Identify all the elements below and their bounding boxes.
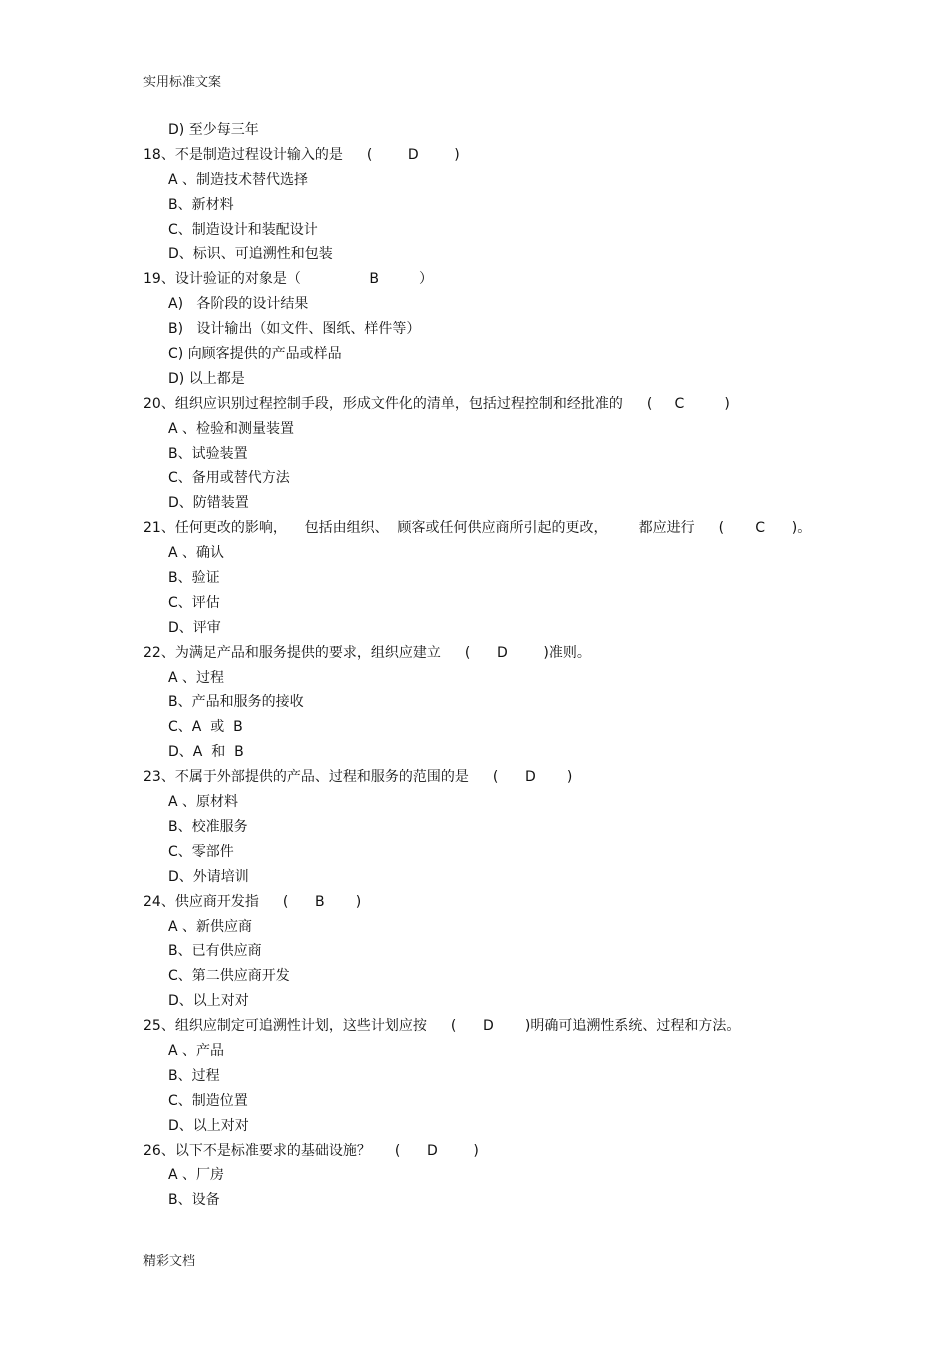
option-line — [143, 442, 903, 467]
question-text: 26、以下不是标准要求的基础设施？ — [143, 1142, 371, 1159]
option-text: B、过程 — [168, 1067, 220, 1084]
option-text: B、设备 — [168, 1192, 220, 1209]
option-text: A 、过程 — [168, 669, 225, 686]
option-line — [143, 964, 903, 989]
question-line — [143, 765, 903, 790]
option-line — [143, 840, 903, 865]
option-line — [143, 790, 903, 815]
answer-text: ( C ) — [646, 395, 730, 412]
option-text: A 、新供应商 — [168, 918, 253, 935]
option-line — [143, 616, 903, 641]
question-text: 24、供应商开发指 — [143, 893, 259, 910]
option-line — [143, 317, 903, 342]
option-text: C、零部件 — [168, 843, 234, 860]
option-line — [143, 118, 903, 143]
option-text: A 、检验和测量装置 — [168, 420, 295, 437]
option-text: B) 设计输出（如文件、图纸、样件等） — [168, 321, 421, 338]
option-line — [143, 1064, 903, 1089]
option-line — [143, 193, 903, 218]
option-line — [143, 1039, 903, 1064]
option-text: B、产品和服务的接收 — [168, 694, 304, 711]
option-line — [143, 939, 903, 964]
question-line — [143, 143, 903, 168]
option-text: C、第二供应商开发 — [168, 968, 290, 985]
page-header: 实用标准文案 — [143, 75, 222, 90]
question-text: 21、任何更改的影响， 包括由组织、 顾客或任何供应商所引起的更改， 都应进行 — [143, 520, 695, 537]
question-line — [143, 1139, 903, 1164]
answer-text: ( C ) — [718, 520, 798, 537]
option-text: B、校准服务 — [168, 818, 248, 835]
option-line — [143, 1188, 903, 1213]
option-line — [143, 417, 903, 442]
option-line — [143, 815, 903, 840]
option-text: D) 至少每三年 — [168, 122, 259, 138]
option-line — [143, 989, 903, 1014]
option-text: D、标识、可追溯性和包装 — [168, 246, 333, 263]
option-line — [143, 865, 903, 890]
question-line — [143, 392, 903, 417]
option-text: D、外请培训 — [168, 868, 249, 885]
option-text: D、评审 — [168, 619, 221, 636]
option-line — [143, 218, 903, 243]
question-line — [143, 516, 903, 541]
question-line — [143, 641, 903, 666]
option-line — [143, 466, 903, 491]
option-line — [143, 168, 903, 193]
question-text-suffix: 准则。 — [548, 644, 591, 661]
option-text: C、评估 — [168, 594, 220, 611]
option-text: A 、产品 — [168, 1042, 225, 1059]
option-text: A) 各阶段的设计结果 — [168, 296, 309, 313]
option-line — [143, 715, 903, 740]
option-text: A 、原材料 — [168, 794, 239, 811]
option-text: B、新材料 — [168, 196, 234, 213]
option-line — [143, 666, 903, 691]
option-text: C、备用或替代方法 — [168, 470, 290, 487]
question-text: 23、不属于外部提供的产品、过程和服务的范围的是 — [143, 769, 469, 786]
option-text: D、防错装置 — [168, 495, 249, 512]
option-line — [143, 591, 903, 616]
option-text: C、制造位置 — [168, 1092, 248, 1109]
answer-text: ( D ) — [366, 146, 460, 163]
option-line — [143, 242, 903, 267]
option-line — [143, 915, 903, 940]
option-line — [143, 342, 903, 367]
question-list — [143, 118, 903, 1213]
answer-text: ( D ) — [450, 1018, 531, 1035]
option-line — [143, 367, 903, 392]
option-text: C、制造设计和装配设计 — [168, 221, 318, 238]
option-text: C) 向顾客提供的产品或样品 — [168, 346, 342, 363]
page-footer: 精彩文档 — [143, 1254, 196, 1269]
question-text: 20、组织应识别过程控制手段，形成文件化的清单，包括过程控制和经批准的 — [143, 395, 623, 412]
option-text: A 、厂房 — [168, 1167, 225, 1184]
answer-text: ( D ) — [464, 644, 549, 661]
question-text: 25、组织应制定可追溯性计划，这些计划应按 — [143, 1018, 427, 1035]
question-line — [143, 1014, 903, 1039]
option-line — [143, 690, 903, 715]
option-text: B、验证 — [168, 570, 220, 587]
answer-text: ( D ) — [492, 769, 573, 786]
option-text: A 、制造技术替代选择 — [168, 171, 309, 188]
option-line — [143, 740, 903, 765]
question-text-suffix: 。 — [797, 520, 812, 537]
option-text: B、已有供应商 — [168, 943, 262, 960]
option-line — [143, 1163, 903, 1188]
option-line — [143, 491, 903, 516]
question-text: 22、为满足产品和服务提供的要求，组织应建立 — [143, 644, 441, 661]
question-text-suffix: 明确可追溯性系统、过程和方法。 — [530, 1018, 741, 1035]
option-text: D、以上对对 — [168, 993, 249, 1010]
option-text: D、A 和 B — [168, 744, 244, 761]
answer-text: ( D ) — [394, 1142, 479, 1159]
option-line — [143, 1089, 903, 1114]
option-line — [143, 541, 903, 566]
option-text: D) 以上都是 — [168, 370, 245, 387]
question-line — [143, 267, 903, 292]
question-line — [143, 890, 903, 915]
option-text: C、A 或 B — [168, 719, 243, 736]
option-line — [143, 292, 903, 317]
question-text: 18、不是制造过程设计输入的是 — [143, 146, 343, 163]
option-line — [143, 1114, 903, 1139]
option-text: A 、确认 — [168, 545, 225, 562]
option-text: B、试验装置 — [168, 445, 248, 462]
option-text: D、以上对对 — [168, 1117, 249, 1134]
option-line — [143, 566, 903, 591]
answer-text: B ） — [324, 271, 433, 288]
question-text: 19、设计验证的对象是（ — [143, 271, 301, 288]
answer-text: ( B ) — [282, 893, 362, 910]
